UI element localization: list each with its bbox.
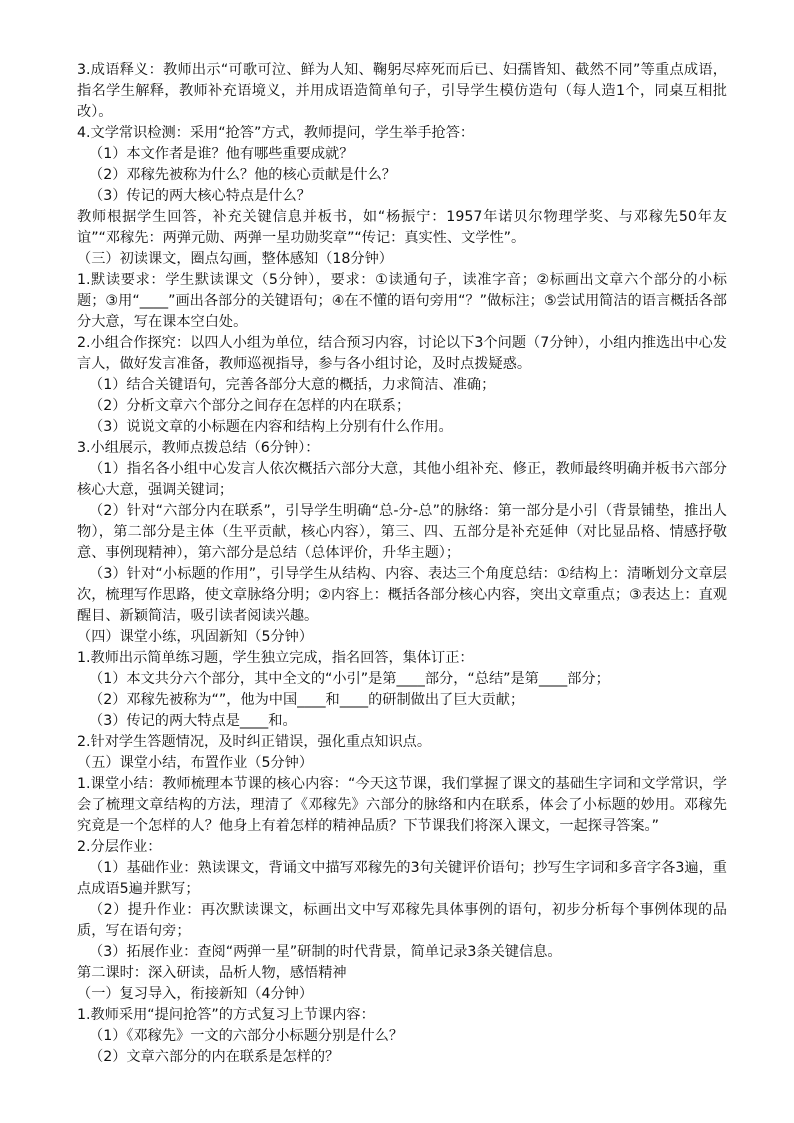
paragraph-literary-quiz: 4.文学常识检测：采用“抢答”方式，教师提问，学生举手抢答： xyxy=(77,125,475,141)
paragraph-silent-reading: 1.默读要求：学生默读课文（5分钟），要求：①读通句子，读准字音；②标画出文章六个部分的小标题；③用“____”画出各部分的关键语句；④在不懂的语句旁用“？”做标注；⑤尝试用简洁的语言概括各部分大意，写在课本空白处。 xyxy=(77,272,727,330)
paragraph-homework-heading: 2.分层作业： xyxy=(77,839,162,855)
paragraph-idiom-explanation: 3.成语释义：教师出示“可歌可泣、鲜为人知、鞠躬尽瘁死而后已、妇孺皆知、截然不同”等重点成语，指名学生解释，教师补充语境义，并用成语造简单句子，引导学生模仿造句（每人造1个，同桌互相批改）。 xyxy=(77,62,727,120)
paragraph-group-presentation: 3.小组展示，教师点拨总结（6分钟）： xyxy=(77,440,320,456)
practice-question-1: （1）本文共分六个部分，其中全文的“小引”是第____部分，“总结”是第____部分； xyxy=(89,671,610,687)
section-heading-3: （三）初读课文，圈点勾画，整体感知（18分钟） xyxy=(77,251,393,267)
section-heading-5: （五）课堂小结，布置作业（5分钟） xyxy=(77,755,314,771)
section-heading-review: （一）复习导入，衔接新知（4分钟） xyxy=(77,986,314,1002)
quiz-question-2: （2）邓稼先被称为什么？他的核心贡献是什么？ xyxy=(89,167,396,183)
quiz-question-3: （3）传记的两大核心特点是什么？ xyxy=(89,188,311,204)
group-question-1: （1）结合关键语句，完善各部分大意的概括，力求简洁、准确； xyxy=(89,377,496,393)
group-question-3: （3）说说文章的小标题在内容和结构上分别有什么作用。 xyxy=(89,419,453,435)
presentation-item-2: （2）针对“六部分内在联系”，引导学生明确“总-分-总”的脉络：第一部分是小引（背景铺垫，推出人物），第二部分是主体（生平贡献，核心内容），第三、四、五部分是补充延伸（对比显品格、情感抒敬意、事例现精神），第六部分是总结（总体评价，升华主题）； xyxy=(77,503,727,561)
lesson-plan-text xyxy=(77,60,727,1068)
paragraph-correction: 2.针对学生答题情况，及时纠正错误，强化重点知识点。 xyxy=(77,734,432,750)
homework-advanced: （2）提升作业：再次默读课文，标画出文中写邓稼先具体事例的语句，初步分析每个事例体现的品质，写在语句旁； xyxy=(77,902,727,939)
section-heading-4: （四）课堂小练，巩固新知（5分钟） xyxy=(77,629,314,645)
second-lesson-heading: 第二课时：深入研读，品析人物，感悟精神 xyxy=(77,965,347,981)
paragraph-group-work: 2.小组合作探究：以四人小组为单位，结合预习内容，讨论以下3个问题（7分钟），小组内推选出中心发言人，做好发言准备，教师巡视指导，参与各小组讨论，及时点拨疑惑。 xyxy=(77,335,727,372)
quiz-question-1: （1）本文作者是谁？他有哪些重要成就？ xyxy=(89,146,354,162)
review-question-1: （1）《邓稼先》一文的六部分小标题分别是什么？ xyxy=(89,1028,404,1044)
presentation-item-1: （1）指名各小组中心发言人依次概括六部分大意，其他小组补充、修正，教师最终明确并板书六部分核心大意，强调关键词； xyxy=(77,461,727,498)
practice-question-3: （3）传记的两大特点是____和。 xyxy=(89,713,297,729)
practice-question-2: （2）邓稼先被称为“”，他为中国____和____的研制做出了巨大贡献； xyxy=(89,692,525,708)
homework-basic: （1）基础作业：熟读课文，背诵文中描写邓稼先的3句关键评价语句；抄写生字词和多音字各3遍，重点成语5遍并默写； xyxy=(77,860,727,897)
paragraph-board-notes: 教师根据学生回答，补充关键信息并板书，如“杨振宁：1957年诺贝尔物理学奖、与邓稼先50年友谊”“邓稼先：两弹元勋、两弹一星功勋奖章”“传记：真实性、文学性”。 xyxy=(77,209,727,246)
review-question-2: （2）文章六部分的内在联系是怎样的？ xyxy=(89,1049,340,1065)
group-question-2: （2）分析文章六个部分之间存在怎样的内在联系； xyxy=(89,398,411,414)
paragraph-review: 1.教师采用“提问抢答”的方式复习上节课内容： xyxy=(77,1007,375,1023)
presentation-item-3: （3）针对“小标题的作用”，引导学生从结构、内容、表达三个角度总结：①结构上：清晰划分文章层次，梳理写作思路，使文章脉络分明；②内容上：概括各部分核心内容，突出文章重点；③表达上：直观醒目、新颖简洁，吸引读者阅读兴趣。 xyxy=(77,566,727,624)
paragraph-class-summary: 1.课堂小结：教师梳理本节课的核心内容：“今天这节课，我们掌握了课文的基础生字词和文学常识，学会了梳理文章结构的方法，理清了《邓稼先》六部分的脉络和内在联系，体会了小标题的妙用。邓稼先究竟是一个怎样的人？他身上有着怎样的精神品质？下节课我们将深入课文，一起探寻答案。” xyxy=(77,776,727,834)
paragraph-practice: 1.教师出示简单练习题，学生独立完成，指名回答，集体订正： xyxy=(77,650,474,666)
homework-extension: （3）拓展作业：查阅“两弹一星”研制的时代背景，简单记录3条关键信息。 xyxy=(89,944,562,960)
